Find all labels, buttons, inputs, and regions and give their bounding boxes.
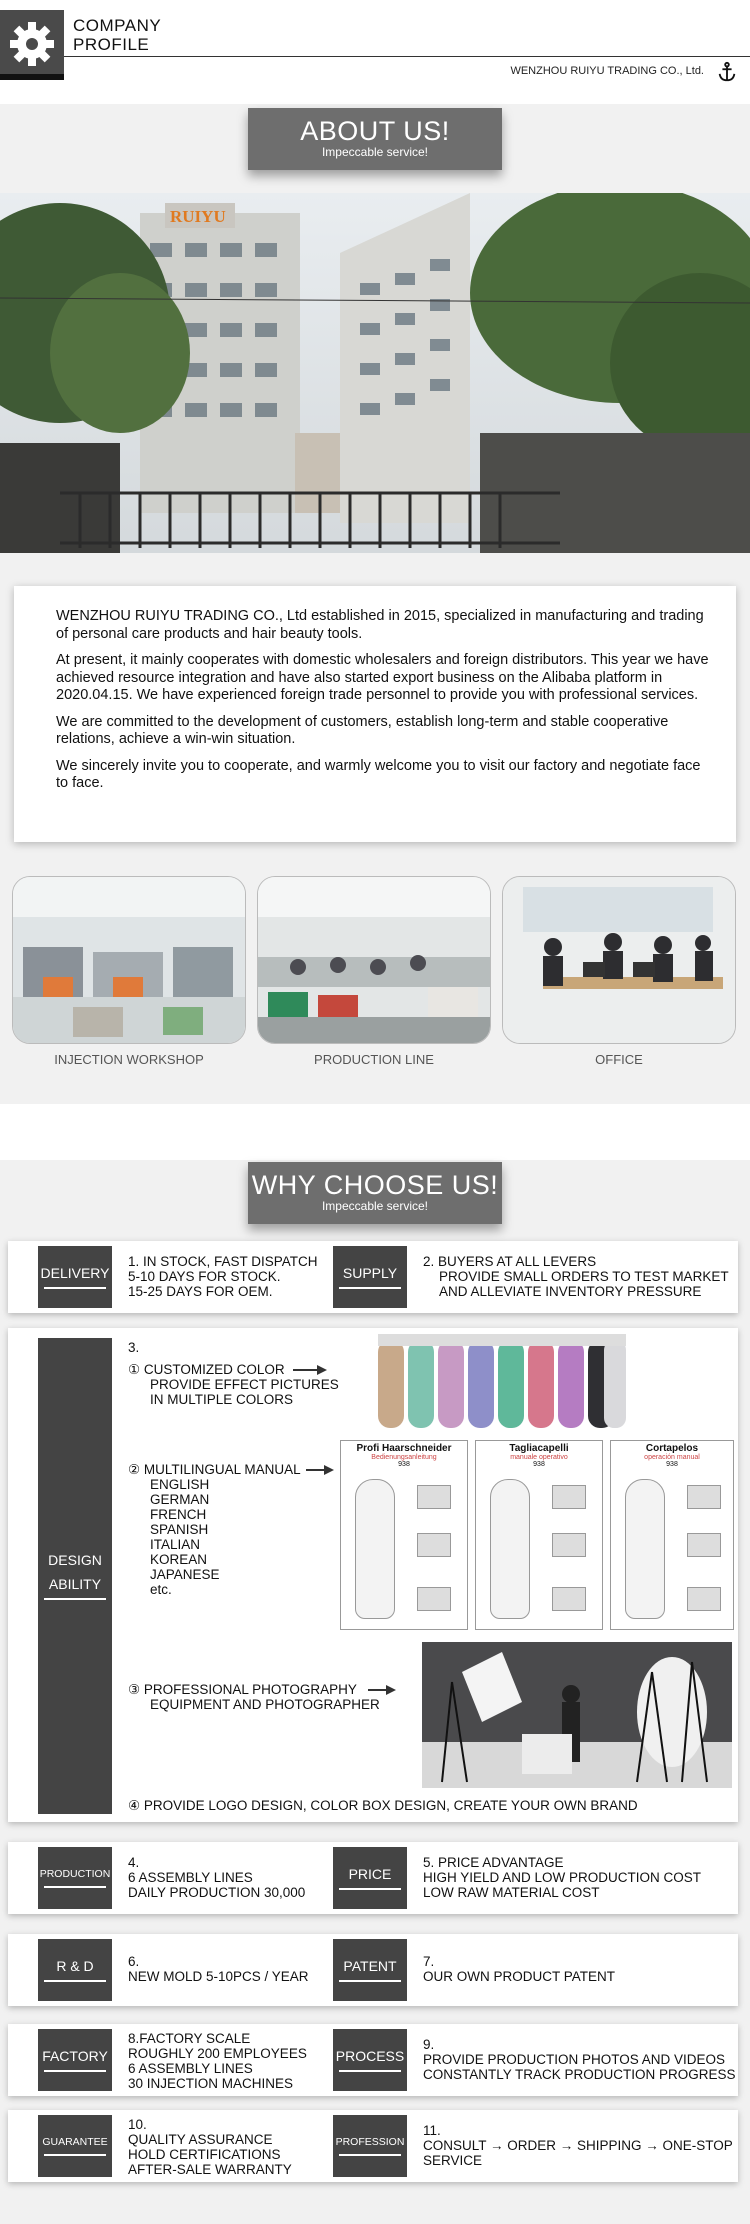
guarantee-profession-row [8,2110,738,2182]
page-header [0,0,750,110]
arrow-right-icon [368,1684,398,1696]
arrow-right-icon [306,1464,336,1476]
gear-icon-box [0,10,64,80]
color-variants-image [374,1334,630,1434]
about-banner [248,108,502,170]
design-ability-block [8,1328,738,1822]
delivery-text: 1. IN STOCK, FAST DISPATCH 5-10 DAYS FOR STOCK. 15-25 DAYS FOR OEM. [128,1254,318,1299]
header-divider [64,56,750,57]
why-banner-subtitle: Impeccable service! [321,1199,429,1213]
manual-page-german: Profi Haarschneider Bedienungsanleitung 938 [340,1440,468,1630]
arrow-right-icon [293,1364,329,1376]
production-price-row [8,1842,738,1914]
about-banner-subtitle: Impeccable service! [321,145,429,159]
delivery-tag: DELIVERY [38,1246,112,1308]
design-ability-tag: DESIGN ABILITY [38,1338,112,1814]
production-text: 4. 6 ASSEMBLY LINES DAILY PRODUCTION 30,000 [128,1855,306,1900]
gear-icon [6,18,58,70]
page-title: COMPANY PROFILE [73,16,162,54]
guarantee-tag: GUARANTEE [38,2115,112,2177]
about-paragraph: We are committed to the development of customers, establish long-term and stable cooperative relations, achieve a win-win situation. [56,713,669,747]
about-text-card [14,586,736,842]
patent-text: 7. OUR OWN PRODUCT PATENT [423,1954,615,1984]
why-banner [248,1162,502,1224]
photo-label-workshop: INJECTION WORKSHOP [54,1052,204,1067]
office-photo [502,876,736,1044]
factory-text: 8.FACTORY SCALE ROUGHLY 200 EMPLOYEES 6 ASSEMBLY LINES 30 INJECTION MACHINES [128,2031,307,2091]
injection-workshop-photo [12,876,246,1044]
factory-process-row [8,2024,738,2096]
about-paragraph: We sincerely invite you to cooperate, and warmly welcome you to visit our factory and negotiate face to face. [56,757,701,791]
about-paragraph: At present, it mainly cooperates with domestic wholesalers and foreign distributors. This year we have achieved resource integration and have also started export business on the Alibaba platform in 2020.04.15. We have experienced foreign trade personnel to provide you with professional services. [56,652,709,703]
patent-tag: PATENT [333,1939,407,2001]
photo-studio-image [422,1642,732,1788]
delivery-supply-row [8,1241,738,1313]
brand-design-text: ④ PROVIDE LOGO DESIGN, COLOR BOX DESIGN, CREATE YOUR OWN BRAND [128,1798,638,1813]
profession-tag: PROFESSION [333,2115,407,2177]
multilingual-manual-text: ② MULTILINGUAL MANUAL ENGLISH GERMAN FRENCH SPANISH ITALIAN KOREAN JAPANESE etc. [128,1462,301,1597]
about-paragraph: WENZHOU RUIYU TRADING CO., Ltd established in 2015, specialized in manufacturing and trading of personal care products and hair beauty tools. [56,608,704,642]
building-sign: RUIYU [170,207,226,226]
custom-color-text: ① CUSTOMIZED COLOR PROVIDE EFFECT PICTURES IN MULTIPLE COLORS [128,1362,339,1407]
design-number: 3. [128,1340,140,1355]
company-name: WENZHOU RUIYU TRADING CO., Ltd. [510,65,704,77]
factory-tag: FACTORY [38,2029,112,2091]
profession-text: 11. CONSULT → ORDER → SHIPPING → ONE-STOP SERVICE [423,2123,733,2168]
anchor-icon [716,61,738,83]
about-banner-title: ABOUT US! [300,116,450,146]
price-text: 5. PRICE ADVANTAGE HIGH YIELD AND LOW PRODUCTION COST LOW RAW MATERIAL COST [423,1855,702,1900]
manual-page-italian: Tagliacapelli manuale operativo 938 [475,1440,603,1630]
photo-label-office: OFFICE [595,1052,643,1067]
manual-page-spanish: Cortapelos operación manual 938 [610,1440,734,1630]
rd-text: 6. NEW MOLD 5-10PCS / YEAR [128,1954,309,1984]
why-banner-title: WHY CHOOSE US! [251,1170,499,1200]
supply-tag: SUPPLY [333,1246,407,1308]
process-text: 9. PROVIDE PRODUCTION PHOTOS AND VIDEOS CONSTANTLY TRACK PRODUCTION PROGRESS [423,2037,736,2082]
production-tag: PRODUCTION [38,1847,112,1909]
production-line-photo [257,876,491,1044]
supply-text: 2. BUYERS AT ALL LEVERS PROVIDE SMALL ORDERS TO TEST MARKET AND ALLEVIATE INVENTORY PRESSURE [423,1254,729,1299]
building-photo [0,193,750,553]
process-tag: PROCESS [333,2029,407,2091]
photo-label-production: PRODUCTION LINE [314,1052,434,1067]
price-tag: PRICE [333,1847,407,1909]
rd-patent-row [8,1934,738,2006]
rd-tag: R & D [38,1939,112,2001]
photography-text: ③ PROFESSIONAL PHOTOGRAPHY EQUIPMENT AND PHOTOGRAPHER [128,1682,380,1712]
guarantee-text: 10. QUALITY ASSURANCE HOLD CERTIFICATIONS AFTER-SALE WARRANTY [128,2117,292,2177]
